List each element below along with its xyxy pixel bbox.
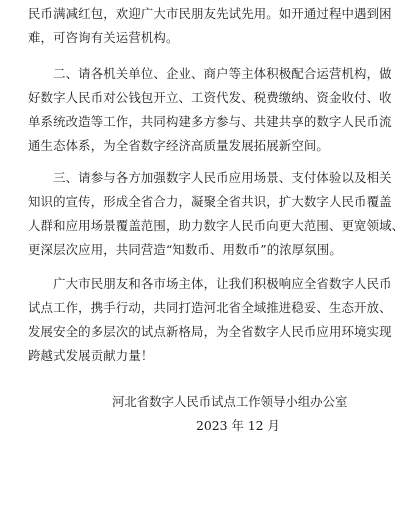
body-line-1: 民币满减红包，欢迎广大市民朋友先试先用。如开通过程中遇到困 — [28, 6, 392, 21]
body-line-3: 二、请各机关单位、企业、商户等主体积极配合运营机构，做 — [28, 66, 392, 81]
body-line-8: 知识的宣传，形成全省合力，凝聚全省共识，扩大数字人民币覆盖 — [28, 194, 392, 209]
body-line-9: 人群和应用场景覆盖范围，助力数字人民币向更大范围、更宽领域、 — [28, 218, 405, 233]
body-line-11: 广大市民朋友和各市场主体，让我们积极响应全省数字人民币 — [28, 276, 392, 291]
body-line-7: 三、请参与各方加强数字人民币应用场景、支付体验以及相关 — [28, 170, 392, 185]
body-line-2: 难，可咨询有关运营机构。 — [28, 30, 179, 45]
signature-org: 河北省数字人民币试点工作领导小组办公室 — [112, 394, 348, 409]
body-line-10: 更深层次应用，共同营造“知数币、用数币”的浓厚氛围。 — [28, 242, 342, 257]
signature-date: 2023 年 12 月 — [196, 418, 280, 433]
body-line-14: 跨越式发展贡献力量！ — [28, 348, 154, 363]
body-line-5: 单系统改造等工作，共同构建多方参与、共建共享的数字人民币流 — [28, 114, 392, 129]
body-line-6: 通生态体系，为全省数字经济高质量发展拓展新空间。 — [28, 138, 329, 153]
body-line-4: 好数字人民币对公钱包开立、工资代发、税费缴纳、资金收付、收 — [28, 90, 392, 105]
body-line-12: 试点工作，携手行动，共同打造河北省全域推进稳妥、生态开放、 — [28, 300, 392, 315]
body-line-13: 发展安全的多层次的试点新格局，为全省数字人民币应用环境实现 — [28, 324, 392, 339]
